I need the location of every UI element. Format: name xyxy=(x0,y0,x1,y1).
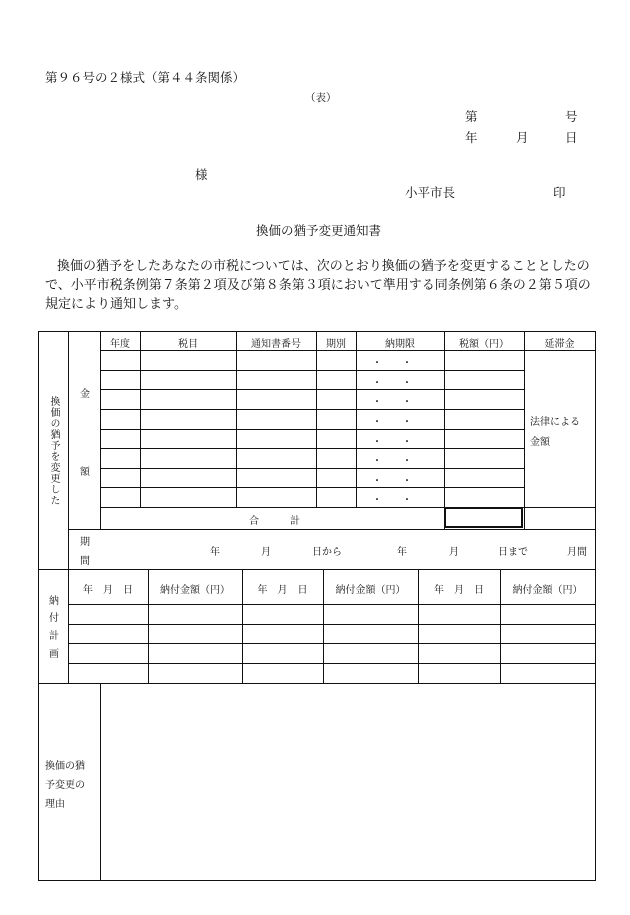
payment-plan-label-4: 画 xyxy=(49,649,59,660)
legal-amount-line1: 法律による xyxy=(530,417,580,428)
reason-label-1: 換価の猶 xyxy=(45,761,85,772)
period-year-2: 年 xyxy=(397,547,407,558)
reason-field[interactable] xyxy=(101,684,595,880)
col-header-tax-amount: 税額（円） xyxy=(459,339,509,350)
amount-label-bottom: 額 xyxy=(80,467,90,478)
period-year-1: 年 xyxy=(210,547,220,558)
body-text: 換価の猶予をしたあなたの市税については、次のとおり換価の猶予を変更することとしたので、小平市税条例第７条第２項及び第８条第３項において準用する同条例第６条の２第５項の規定により通知します。 xyxy=(45,259,591,312)
date-year: 年 xyxy=(465,130,478,145)
payment-plan-label-2: 付 xyxy=(49,613,59,624)
reason-label-3: 理由 xyxy=(45,799,65,810)
amount-label-top: 金 xyxy=(80,389,90,400)
date-month: 月 xyxy=(516,130,529,145)
plan-date-header: 年 月 日 xyxy=(83,585,133,596)
date-day: 日 xyxy=(565,130,578,145)
col-header-tax-item: 税目 xyxy=(178,339,198,350)
col-header-due-date: 納期限 xyxy=(385,339,415,350)
number-prefix: 第 xyxy=(465,109,478,124)
period-from: 日から xyxy=(312,547,342,558)
period-months: 月間 xyxy=(567,547,587,558)
due-date-dots: ・・ xyxy=(372,417,432,428)
period-label-2: 間 xyxy=(80,556,90,567)
due-date-dots: ・・ xyxy=(372,437,432,448)
period-to: 日まで xyxy=(498,547,528,558)
period-label-1: 期 xyxy=(80,537,90,548)
col-header-term: 期別 xyxy=(326,339,346,350)
document-title: 換価の猶予変更通知書 xyxy=(256,223,382,238)
plan-amount-header: 納付金額（円） xyxy=(335,585,406,596)
total-label-2: 計 xyxy=(290,516,300,527)
plan-amount-header: 納付金額（円） xyxy=(160,585,230,596)
reason-label-2: 予変更の xyxy=(45,780,85,791)
plan-amount-header: 納付金額（円） xyxy=(512,585,583,596)
plan-date-header: 年 月 日 xyxy=(434,585,484,596)
form-number: 第９６号の２様式（第４４条関係） xyxy=(45,70,246,85)
legal-amount-line2: 金額 xyxy=(530,437,550,448)
due-date-dots: ・・ xyxy=(372,456,432,467)
total-amount-cell xyxy=(444,507,523,528)
total-label-1: 合 xyxy=(249,516,259,527)
period-month-1: 月 xyxy=(261,547,271,558)
issuer: 小平市長 xyxy=(405,185,456,200)
number-suffix: 号 xyxy=(565,109,578,124)
due-date-dots: ・・ xyxy=(372,476,432,487)
addressee-suffix: 様 xyxy=(195,167,208,182)
side-label: （表） xyxy=(305,92,337,104)
col-header-late-fee: 延滞金 xyxy=(544,339,575,350)
col-header-year: 年度 xyxy=(110,339,130,350)
seal-mark: 印 xyxy=(553,185,566,200)
due-date-dots: ・・ xyxy=(372,358,432,369)
due-date-dots: ・・ xyxy=(372,378,432,389)
section-label-changed-deferral: 換価の猶予を変更した xyxy=(48,396,59,506)
payment-plan-label-1: 納 xyxy=(49,596,59,607)
due-date-dots: ・・ xyxy=(372,397,432,408)
payment-plan-label-3: 計 xyxy=(49,631,59,642)
plan-date-header: 年 月 日 xyxy=(257,585,308,596)
col-header-notice-number: 通知書番号 xyxy=(251,339,301,350)
period-month-2: 月 xyxy=(449,547,459,558)
due-date-dots: ・・ xyxy=(372,495,432,506)
